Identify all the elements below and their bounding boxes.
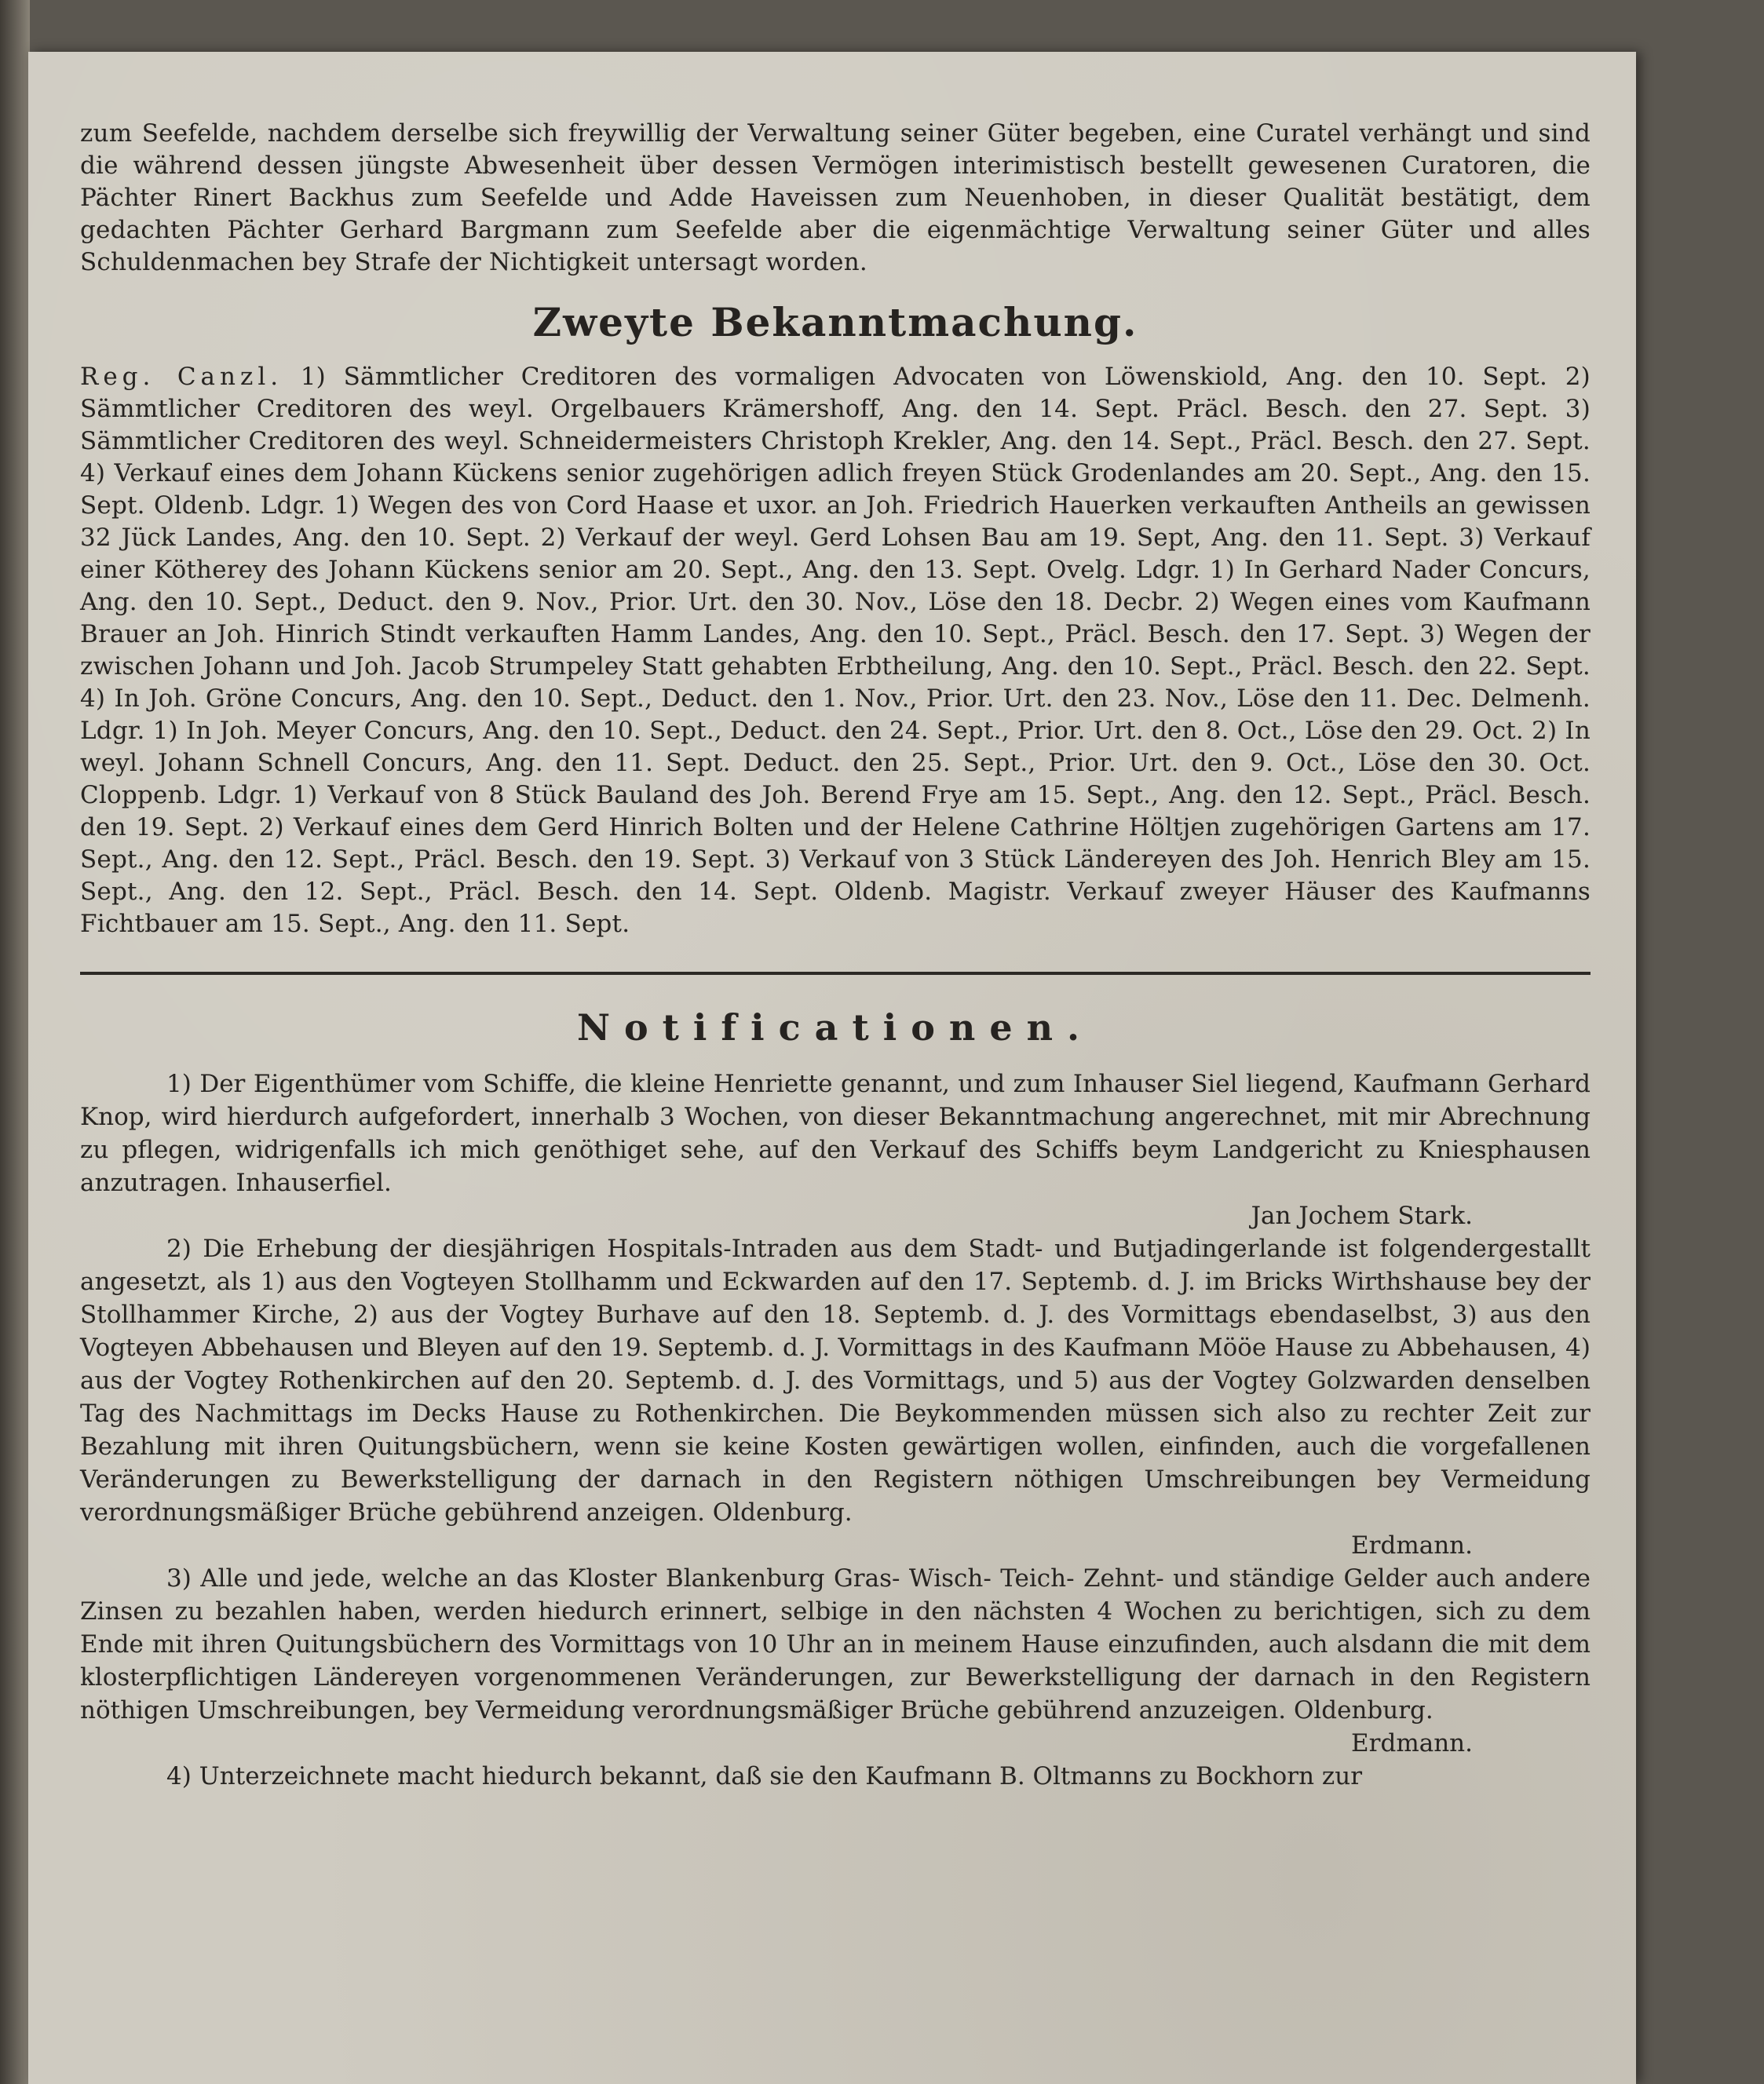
document-page bbox=[28, 52, 1636, 2084]
section-heading: Zweyte Bekanntmachung. bbox=[532, 299, 1138, 345]
notice-signature: Jan Jochem Stark. bbox=[1251, 1202, 1473, 1230]
announcement-text: 1) Sämmtlicher Creditoren des vormaligen Advocaten von Löwenskiold, Ang. den 10. Sept. 2) Sämmtlicher Creditoren des weyl. Orgelbauers Krämershoff, Ang. den 14. Sept. Präcl. Besch. den 27. Sept. 3) Sämmtlicher Creditoren des weyl. Schneidermeisters Christoph Krekler, Ang. den 14. Sept., Präcl. Besch. den 27. Sept. 4) Verkauf eines dem Johann Kückens senior zugehörigen adlich freyen Stück Grodenlandes am 20. Sept., Ang. den 15. Sept. Oldenb. Ldgr. 1) Wegen des von Cord Haase et uxor. an Joh. Friedrich Hauerken verkauften Antheils an gewissen 32 Jück Landes, Ang. den 10. Sept. 2) Verkauf der weyl. Gerd Lohsen Bau am 19. Sept, Ang. den 11. Sept. 3) Verkauf einer Kötherey des Johann Kückens senior am 20. Sept., Ang. den 13. Sept. Ovelg. Ldgr. 1) In Gerhard Nader Concurs, Ang. den 10. Sept., Deduct. den 9. Nov., Prior. Urt. den 30. Nov., Löse den 18. Decbr. 2) Wegen eines vom Kaufmann Brauer an Joh. Hinrich Stindt verkauften Hamm Landes, Ang. den 10. Sept., Präcl. Besch. den 17. Sept. 3) Wegen der zwischen Johann und Joh. Jacob Strumpeley Statt gehabten Erbtheilung, Ang. den 10. Sept., Präcl. Besch. den 22. Sept. 4) In Joh. Gröne Concurs, Ang. den 10. Sept., Deduct. den 1. Nov., Prior. Urt. den 23. Nov., Löse den 11. Dec. Delmenh. Ldgr. 1) In Joh. Meyer Concurs, Ang. den 10. Sept., Deduct. den 24. Sept., Prior. Urt. den 8. Oct., Löse den 29. Oct. 2) In weyl. Johann Schnell Concurs, Ang. den 11. Sept. Deduct. den 25. Sept., Prior. Urt. den 9. Oct., Löse den 30. Oct. Cloppenb. Ldgr. 1) Verkauf von 8 Stück Bauland des Joh. Berend Frye am 15. Sept., Ang. den 12. Sept., Präcl. Besch. den 19. Sept. 2) Verkauf eines dem Gerd Hinrich Bolten und der Helene Cathrine Höltjen zugehörigen Gartens am 17. Sept., Ang. den 12. Sept., Präcl. Besch. den 19. Sept. 3) Verkauf von 3 Stück Ländereyen des Joh. Henrich Bley am 15. Sept., Ang. den 12. Sept., Präcl. Besch. den 14. Sept. Oldenb. Magistr. Verkauf zweyer Häuser des Kaufmanns Fichtbauer am 15. Sept., Ang. den 11. Sept. bbox=[80, 363, 1591, 938]
notice-signature: Erdmann. bbox=[1351, 1729, 1473, 1757]
notices-heading: Notificationen. bbox=[576, 1006, 1094, 1049]
notice-text: 2) Die Erhebung der diesjährigen Hospitals-Intraden aus dem Stadt- und Butjadingerlande ist folgendergestallt angesetzt, als 1) aus den Vogteyen Stollhamm und Eckwarden auf den 17. Septemb. d. J. im Bricks Wirthshause bey der Stollhammer Kirche, 2) aus der Vogtey Burhave auf den 18. Septemb. d. J. des Vormittags ebendaselbst, 3) aus den Vogteyen Abbehausen und Bleyen auf den 19. Septemb. d. J. Vormittags in des Kaufmann Mööe Hause zu Abbehausen, 4) aus der Vogtey Rothenkirchen auf den 20. Septemb. d. J. des Vormittags, und 5) aus der Vogtey Golzwarden denselben Tag des Nachmittags im Decks Hause zu Rothenkirchen. Die Beykommenden müssen sich also zu rechter Zeit zur Bezahlung mit ihren Quitungsbüchern, wenn sie keine Kosten gewärtigen wollen, einfinden, auch die vorgefallenen Veränderungen zu Bewerkstelligung der darnach in den Registern nöthigen Umschreibungen bey Vermeidung verordnungsmäßiger Brüche gebührend anzeigen. Oldenburg. bbox=[80, 1235, 1591, 1527]
notice-text: 1) Der Eigenthümer vom Schiffe, die kleine Henriette genannt, und zum Inhauser Siel liegend, Kaufmann Gerhard Knop, wird hierdurch aufgefordert, innerhalb 3 Wochen, von dieser Bekanntmachung angerechnet, mit mir Abrechnung zu pflegen, widrigenfalls ich mich genöthiget sehe, auf den Verkauf des Schiffs beym Landgericht zu Kniesphausen anzutragen. Inhauserfiel. bbox=[80, 1070, 1591, 1197]
notice-1 bbox=[80, 1068, 1591, 1232]
notice-3 bbox=[80, 1562, 1591, 1760]
section-divider bbox=[80, 972, 1591, 975]
book-gutter bbox=[0, 0, 30, 2084]
page-content bbox=[80, 118, 1591, 1793]
notice-4 bbox=[80, 1760, 1591, 1793]
section-lead: Reg. Canzl. bbox=[80, 363, 283, 391]
opening-paragraph: zum Seefelde, nachdem derselbe sich freywillig der Verwaltung seiner Güter begeben, eine Curatel verhängt und sind die während dessen jüngste Abwesenheit über dessen Vermögen interimistisch bestellt gewesenen Curatoren, die Pächter Rinert Backhus zum Seefelde und Adde Haveissen zum Neuenhoben, in dieser Qualität bestätigt, dem gedachten Pächter Gerhard Bargmann zum Seefelde aber die eigenmächtige Verwaltung seiner Güter und alles Schuldenmachen bey Strafe der Nichtigkeit untersagt worden. bbox=[80, 119, 1591, 276]
notice-text: 4) Unterzeichnete macht hiedurch bekannt, daß sie den Kaufmann B. Oltmanns zu Bockhorn zur bbox=[166, 1762, 1363, 1790]
notice-text: 3) Alle und jede, welche an das Kloster Blankenburg Gras- Wisch- Teich- Zehnt- und ständige Gelder auch andere Zinsen zu bezahlen haben, werden hiedurch erinnert, selbige in den nächsten 4 Wochen zu berichtigen, sich zu dem Ende mit ihren Quitungsbüchern des Vormittags von 10 Uhr an in meinem Hause einzufinden, auch alsdann die mit dem klosterpflichtigen Ländereyen vorgenommenen Veränderungen, zur Bewerkstelligung der darnach in den Registern nöthigen Umschreibungen, bey Vermeidung verordnungsmäßiger Brüche gebührend anzuzeigen. Oldenburg. bbox=[80, 1564, 1591, 1725]
notice-signature: Erdmann. bbox=[1351, 1531, 1473, 1560]
announcement-paragraph bbox=[80, 361, 1591, 940]
notice-2 bbox=[80, 1232, 1591, 1562]
